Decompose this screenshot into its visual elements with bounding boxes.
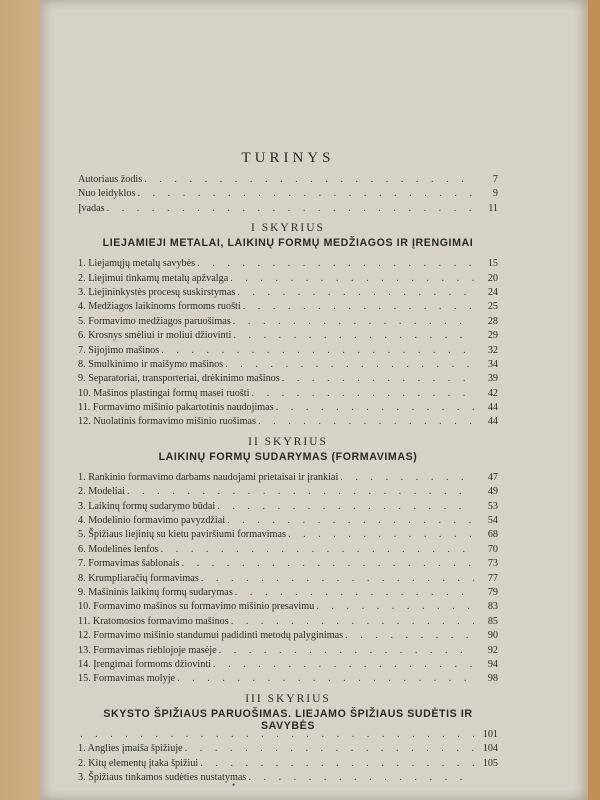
toc-entry-label: 5. Špižiaus liejinių su kietu paviršiumi formavimas <box>78 529 286 541</box>
dot-leader <box>197 257 474 271</box>
toc-entry <box>78 658 498 672</box>
page-gutter <box>0 0 40 800</box>
dot-leader <box>144 173 474 187</box>
dot-leader <box>227 514 474 528</box>
toc-entry-label: 13. Formavimas rieblojoje masėje <box>78 644 217 656</box>
toc-entry <box>78 257 498 271</box>
dot-leader <box>201 572 474 586</box>
toc-entry <box>78 358 498 372</box>
toc-entry-page: 42 <box>487 387 498 399</box>
page-mark: • <box>232 780 236 790</box>
dot-leader <box>251 387 474 401</box>
toc-entry-label: 10. Mašinos plastingai formų masei ruošti <box>78 387 250 399</box>
toc-entry-label: 1. Rankinio formavimo darbams naudojami prietaisai ir įrankiai <box>78 471 339 483</box>
dot-leader <box>213 658 474 672</box>
toc-entry <box>78 644 498 658</box>
dot-leader <box>230 272 474 286</box>
dot-leader <box>288 528 474 542</box>
toc-entry-label: 2. Modeliai <box>78 486 125 498</box>
dot-leader <box>217 500 474 514</box>
dot-leader <box>235 586 474 600</box>
toc-entry-label: 11. Kratomosios formavimo mašinos <box>78 615 229 627</box>
toc-entry <box>78 728 498 742</box>
toc-entry-page: 44 <box>487 402 498 414</box>
dot-leader <box>80 728 474 742</box>
toc-entry-label: 7. Sijojimo mašinos <box>78 344 160 356</box>
toc-entry-page: 83 <box>487 601 498 613</box>
toc-entry-label: 14. Įrengimai formoms džiovinti <box>78 658 211 670</box>
toc-entry-label: 1. Anglies įmaiša špižiuje <box>78 743 183 755</box>
toc-entry-label: 12. Formavimo mišinio standumui padidinti metodų palyginimas <box>78 630 344 642</box>
dot-leader <box>127 485 474 499</box>
toc-entry <box>78 514 498 528</box>
toc-entry <box>78 757 498 771</box>
toc-entry-page: 39 <box>487 373 498 385</box>
dot-leader <box>345 629 474 643</box>
toc-entry-label: 4. Medžiagos laikinoms formoms ruošti <box>78 301 241 313</box>
dot-leader <box>243 300 474 314</box>
toc-entry-label: 7. Formavimas šablonais <box>78 558 180 570</box>
toc-entry-page: 29 <box>487 330 498 342</box>
toc-entry-page: 73 <box>487 558 498 570</box>
toc-entry <box>78 329 498 343</box>
toc-entry-page: 20 <box>487 272 498 284</box>
toc-entry-page: 68 <box>487 529 498 541</box>
dot-leader <box>340 471 474 485</box>
dot-leader <box>225 358 474 372</box>
toc-entry-label: 3. Špižiaus tinkamos sudėties nustatymas <box>78 771 247 783</box>
toc-entry-label: 3. Liejininkystės procesų suskirstymas <box>78 286 236 298</box>
toc-entry <box>78 387 498 401</box>
toc-entry-label: 6. Modelinės lenfos <box>78 543 159 555</box>
toc-entry <box>78 401 498 415</box>
toc-entry-page: 92 <box>487 644 498 656</box>
toc-entry <box>78 600 498 614</box>
dot-leader <box>258 415 474 429</box>
toc-entry-label: Nuo leidyklos <box>78 188 136 200</box>
chapter-title: LIEJAMIEJI METALAI, LAIKINŲ FORMŲ MEDŽIAGOS IR ĮRENGIMAI <box>102 237 474 250</box>
toc-entry <box>78 572 498 586</box>
dot-leader <box>177 672 474 686</box>
dot-leader <box>200 757 474 771</box>
toc-entry-page: 90 <box>487 630 498 642</box>
toc-entry-page: 9 <box>492 188 498 200</box>
toc-entry <box>78 557 498 571</box>
chapters <box>78 222 498 785</box>
toc-entry <box>78 173 498 187</box>
dot-leader <box>161 344 474 358</box>
dot-leader <box>137 187 474 201</box>
toc-entry-label: 5. Formavimo medžiagos paruošimas <box>78 315 231 327</box>
toc-entry-label: 15. Formavimas molyje <box>78 673 176 685</box>
toc-entry <box>78 372 498 386</box>
toc-entry-label: 8. Smulkinimo ir maišymo mašinos <box>78 358 224 370</box>
toc-entry-page: 85 <box>487 615 498 627</box>
toc-entry-label: Autoriaus žodis <box>78 174 143 185</box>
toc-entry <box>78 344 498 358</box>
dot-leader <box>276 401 474 415</box>
chapter-title: SKYSTO ŠPIŽIAUS PARUOŠIMAS. LIEJAMO ŠPIŽIAUS SUDĖTIS IR SAVYBĖS <box>103 707 473 732</box>
toc-entry-label: 3. Laikinų formų sudarymo būdai <box>78 500 216 512</box>
toc-entry <box>78 286 498 300</box>
dot-leader <box>237 286 474 300</box>
toc-entry-page: 28 <box>487 315 498 327</box>
toc-entry-page: 53 <box>487 500 498 512</box>
chapter-title: LAIKINŲ FORMŲ SUDARYMAS (FORMAVIMAS) <box>158 450 418 463</box>
toc-entry-page: 24 <box>487 286 498 298</box>
dot-leader <box>316 600 474 614</box>
chapter-heading: III SKYRIUS <box>245 692 331 705</box>
toc-entry-page: 70 <box>487 543 498 555</box>
toc-entry-label: 2. Liejimui tinkamų metalų apžvalga <box>78 272 229 284</box>
toc-entry <box>78 300 498 314</box>
toc-entry <box>78 471 498 485</box>
dot-leader <box>182 557 474 571</box>
dot-leader <box>185 742 474 756</box>
toc-entry-page: 47 <box>487 471 498 483</box>
dot-leader <box>282 372 474 386</box>
toc-entry <box>78 202 498 216</box>
toc-entry <box>78 615 498 629</box>
front-matter <box>78 173 498 216</box>
toc-entry-page: 104 <box>482 743 498 755</box>
toc-entry-label: 9. Mašininis laikinų formų sudarymas <box>78 586 233 598</box>
toc-entry-page: 15 <box>487 258 498 270</box>
book-cover-edge <box>588 0 600 800</box>
toc-entry-label: 11. Formavimo mišinio pakartotinis naudojimas <box>78 402 274 414</box>
dot-leader <box>248 771 474 785</box>
toc-entry-label: 12. Nuolatinis formavimo mišinio ruošimas <box>78 416 256 428</box>
toc-entry-page: 7 <box>492 174 498 185</box>
toc-entry-page: 79 <box>487 586 498 598</box>
toc-entry-page: 25 <box>487 301 498 313</box>
table-of-contents <box>78 150 498 785</box>
toc-entry <box>78 543 498 557</box>
dot-leader <box>231 615 474 629</box>
chapter-heading: I SKYRIUS <box>251 222 325 235</box>
toc-entry-page: 32 <box>487 344 498 356</box>
toc-entry-label: Įvadas <box>78 202 105 214</box>
toc-entry <box>78 315 498 329</box>
toc-entry-label: 10. Formavimo mašinos su formavimo mišinio presavimu <box>78 601 315 613</box>
toc-entry-page: 105 <box>482 757 498 769</box>
dot-leader <box>219 644 474 658</box>
toc-entry-page: 94 <box>487 658 498 670</box>
toc-entry-label: 2. Kitų elementų įtaka špižiui <box>78 757 199 769</box>
dot-leader <box>233 315 474 329</box>
toc-entry-page: 44 <box>487 416 498 428</box>
toc-entry-page: 98 <box>487 673 498 685</box>
toc-entry <box>78 586 498 600</box>
toc-title: TURINYS <box>241 150 335 166</box>
toc-entry <box>78 187 498 201</box>
toc-entry-page: 101 <box>482 728 498 740</box>
toc-entry <box>78 672 498 686</box>
toc-entry-label: 1. Liejamųjų metalų savybės <box>78 258 196 270</box>
toc-entry <box>78 742 498 756</box>
toc-entry-label: 8. Krumpliaračių formavimas <box>78 572 199 584</box>
dot-leader <box>233 329 474 343</box>
toc-entry-page: 49 <box>487 486 498 498</box>
toc-entry <box>78 528 498 542</box>
toc-entry <box>78 771 498 785</box>
chapter-heading: II SKYRIUS <box>248 435 328 448</box>
toc-entry <box>78 485 498 499</box>
dot-leader <box>161 543 474 557</box>
toc-entry-page: 77 <box>487 572 498 584</box>
toc-entry-label: 9. Separatoriai, transporteriai, drėkinimo mašinos <box>78 373 280 385</box>
toc-entry <box>78 415 498 429</box>
toc-entry-page: 11 <box>488 202 498 214</box>
toc-entry-page: 54 <box>487 515 498 527</box>
toc-entry-label: 6. Krosnys smėliui ir moliui džiovinti <box>78 330 232 342</box>
toc-entry-page: 34 <box>487 358 498 370</box>
toc-entry <box>78 629 498 643</box>
toc-entry-label: 4. Modelinio formavimo pavyzdžiai <box>78 515 226 527</box>
toc-entry <box>78 272 498 286</box>
dot-leader <box>107 202 474 216</box>
toc-entry <box>78 500 498 514</box>
